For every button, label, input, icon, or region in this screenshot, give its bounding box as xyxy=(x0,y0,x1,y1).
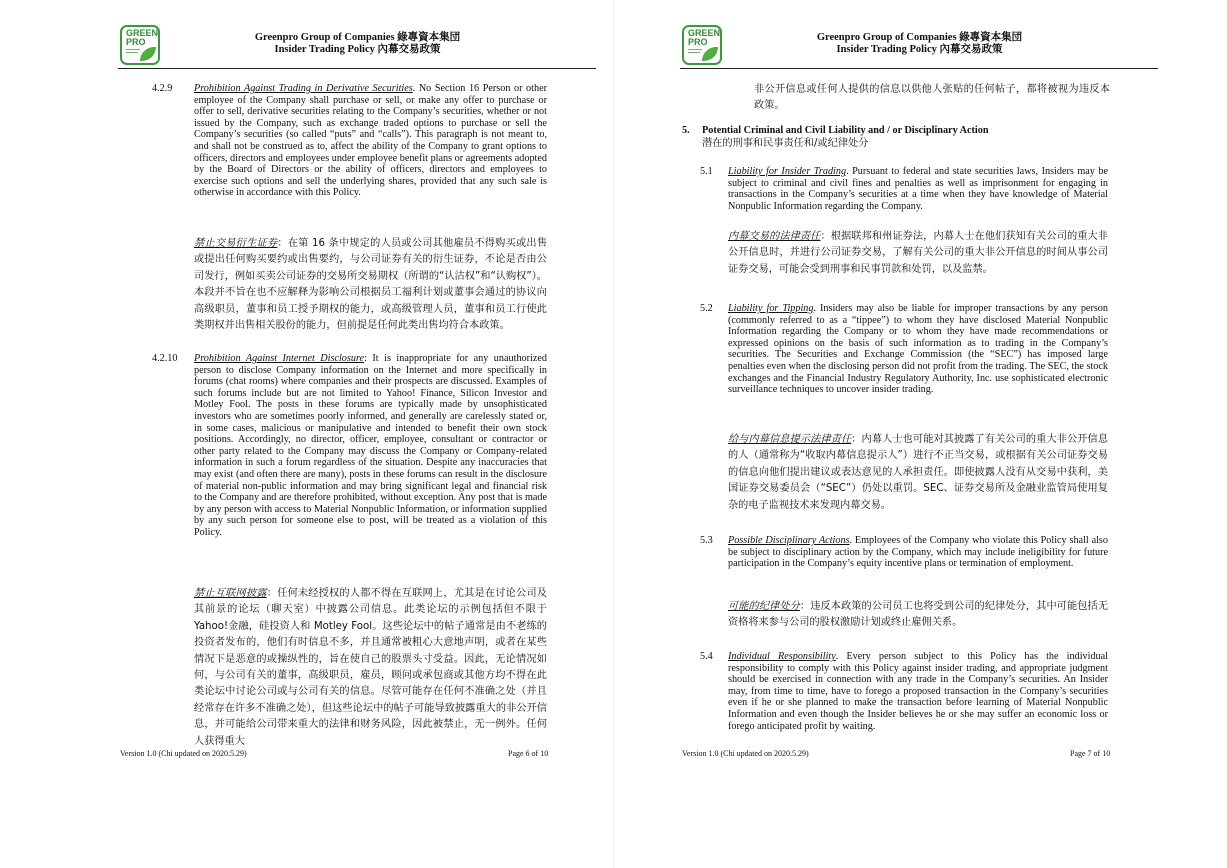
page-header xyxy=(120,32,595,56)
section-number: 5.3 xyxy=(700,535,713,546)
section-title-cn: 给与内幕信息提示法律责任 xyxy=(728,434,852,445)
section-title: Liability for Insider Trading xyxy=(728,166,847,177)
section-number: 5.4 xyxy=(700,651,713,662)
section-text-en xyxy=(728,303,1108,396)
section-heading: Potential Criminal and Civil Liability and / or Disciplinary Action xyxy=(702,125,989,136)
footer-version: Version 1.0 (Chi updated on 2020.5.29) xyxy=(682,749,809,758)
section-text-en xyxy=(728,651,1108,732)
header-title-line1: Greenpro Group of Companies 綠專資本集団 xyxy=(816,32,1023,43)
section-title: Possible Disciplinary Actions xyxy=(728,535,850,546)
section-body: . Employees of the Company who violate this Policy shall also be subject to disciplinary action by the Company, which may include ineligibility for future participation in the Company’s equity incentive plans or termination of employment. xyxy=(728,535,1108,570)
header-title-line2: Insider Trading Policy 內幕交易政策 xyxy=(836,44,1003,55)
header-rule xyxy=(118,68,596,69)
section-title-cn: 禁止交易衍生证券 xyxy=(194,238,278,249)
section-body-cn: ：任何未经授权的人都不得在互联网上，尤其是在讨论公司及其前景的论坛（聊天室）中披露公司信息。此类论坛的示例包括但不限于 Yahoo!金融，硅投资人和 Motley Fool。这些论坛中的帖子通常是由不老练的投资者发布的，他们有时信息不多，并且通常被粗心大意地声明，或者在某些情况下是恶意的或操纵性的，旨在使自己的股票头寸受益。因此，无论情况如何，与公司有关的董事，高级职员，雇员，顾问或承包商或其他方均不得在此类论坛中讨论公司或与公司有关的信息。尽管可能存在任何不准确之处（并且经常存在许多不准确之处），但这些论坛中的帖子可能导致披露重大的非公开信息，并可能给公司带来重大的法律和财务风险，因此被禁止，无一例外。任何人获得重大 xyxy=(194,588,547,747)
section-number: 4.2.10 xyxy=(152,353,178,364)
section-text-en xyxy=(728,535,1108,570)
continued-paragraph-cn xyxy=(754,82,1110,115)
section-title: Liability for Tipping xyxy=(728,303,814,314)
section-5-2-chinese xyxy=(728,432,1108,514)
section-text-en xyxy=(194,83,547,199)
footer-page-number: Page 6 of 10 xyxy=(508,749,549,758)
logo-word-pro: PRO xyxy=(126,37,146,47)
section-title-cn: 禁止互联网披露 xyxy=(194,588,267,599)
section-number: 4.2.9 xyxy=(152,83,173,94)
page-header xyxy=(682,32,1157,56)
section-5-1-chinese xyxy=(728,229,1108,278)
section-body-cn: ：违反本政策的公司员工也将受到公司的纪律处分，其中可能包括无资格将来参与公司的股权激励计划或终止雇佣关系。 xyxy=(728,601,1109,629)
section-4-2-10-chinese xyxy=(194,586,547,750)
header-title-line2: Insider Trading Policy 內幕交易政策 xyxy=(274,44,441,55)
section-4-2-9-chinese xyxy=(194,236,547,334)
section-number: 5.2 xyxy=(700,303,713,314)
section-body: . No Section 16 Person or other employee of the Company shall purchase or sell, or make any offer to purchase or offer to sell, derivative securities relating to the Company’s securities, whether or not issued by the Company, such as exchange traded options to purchase or sell the Company’s securities (so called “puts” and “calls”). This paragraph is not meant to, and shall not be construed as to, affect the ability of the Company to grant options to officers, directors and employees under employee benefit plans or agreements adopted by the Board of Directors or the ability of officers, directors and employees to exercise such options and sell the underlying shares, provided that any such sale is otherwise in accordance with this Policy. xyxy=(194,83,547,199)
logo-word-green: GREEN xyxy=(126,28,159,38)
section-body-cn: ：根据联邦和州证券法，内幕人士在他们获知有关公司的重大非公开信息时，并进行公司证券交易，了解有关公司的重大非公开信息的时间从事公司证券交易，可能会受到刑事和民事罚款和处罚，以及监禁。 xyxy=(728,231,1108,275)
section-body: : It is inappropriate for any unauthorized person to disclose Company information on the Internet and more specifically in forums (chat rooms) where companies and their prospects are discussed. Examples of such forums include but are not limited to Yahoo! Finance, Silicon Investor and Motley Fool. The posts in these forums are typically made by unsophisticated investors who are sometimes poorly informed, and generally are carelessly stated or, in some cases, malicious or manipulative and intended to benefit their own stock positions. Accordingly, no director, officer, employee, consultant or contractor or other party related to the Company may discuss the Company or Company-related information in such a forum regardless of the situation. Despite any inaccuracies that may exist (and often there are many), posts in these forums can result in the disclosure of material non-public information and may bring significant legal and financial risk to the Company and are therefore prohibited, without exception. Any post that is made by any person with access to Material Nonpublic Information, or information supplied by any such person for someone else to post, will be treated as a violation of this Policy. xyxy=(194,353,547,538)
logo-word-pro: PRO xyxy=(688,37,708,47)
section-5-3-chinese xyxy=(728,599,1108,632)
footer-version: Version 1.0 (Chi updated on 2020.5.29) xyxy=(120,749,247,758)
logo-word-green: GREEN xyxy=(688,28,721,38)
section-text-en xyxy=(728,166,1108,212)
document-page-6 xyxy=(0,0,613,868)
header-rule xyxy=(680,68,1158,69)
section-title: Individual Responsibility xyxy=(728,651,836,662)
section-body: . Every person subject to this Policy has the individual responsibility to comply with this Policy against insider trading, and appropriate judgment should be exercised in connection with any trade in the Company’s securities. An Insider may, from time to time, have to forego a proposed transaction in the Company’s securities even if he or she planned to make the transaction before learning of Material Nonpublic Information and even though the Insider believes he or she may suffer an economic loss or forego anticipated profit by waiting. xyxy=(728,651,1108,732)
section-title: Prohibition Against Internet Disclosure xyxy=(194,353,365,364)
document-page-7 xyxy=(614,0,1227,868)
section-number: 5. xyxy=(682,125,690,136)
continued-text: 非公开信息或任何人提供的信息以供他人张贴的任何帖子，都将被视为违反本政策。 xyxy=(754,84,1110,112)
section-body: . Insiders may also be liable for improper transactions by any person (commonly referred to as a “tippee”) to whom they have disclosed Material Nonpublic Information regarding the Company or to whom they have made recommendations or expressed opinions on the basis of such information as to trading in the Company’s securities. The Securities and Exchange Commission (the “SEC”) has imposed large penalties even when the disclosing person did not profit from the trading. The SEC, the stock exchanges and the Financial Industry Regulatory Authority, Inc. use sophisticated electronic surveillance techniques to uncover insider trading. xyxy=(728,303,1108,396)
section-heading-cn: 潜在的刑事和民事责任和/或纪律处分 xyxy=(702,138,869,149)
section-title-cn: 内幕交易的法律责任 xyxy=(728,231,821,242)
section-number: 5.1 xyxy=(700,166,713,177)
section-title-cn: 可能的纪律处分 xyxy=(728,601,800,612)
section-body: . Pursuant to federal and state securities laws, Insiders may be subject to criminal and civil fines and penalties as well as imprisonment for engaging in transactions in the Company’s securities at a time when they have knowledge of Material Nonpublic Information regarding the Company. xyxy=(728,166,1108,212)
header-title-line1: Greenpro Group of Companies 綠專資本集団 xyxy=(254,32,461,43)
footer-page-number: Page 7 of 10 xyxy=(1070,749,1111,758)
section-body-cn: ：在第 16 条中规定的人员或公司其他雇员不得购买或出售或提出任何购买要约或出售要约，与公司证券有关的衍生证券，不论是否由公司发行，例如买卖公司证券的交易所交易期权（所谓的“认沽权”和“认购权”）。本段并不旨在也不应解释为影响公司根据员工福利计划或董事会通过的协议向高级职员，董事和员工授予期权的能力，或高级管理人员，董事和员工行使此类期权并出售相关股份的能力，但前提是任何此类出售均符合本政策。 xyxy=(194,238,548,332)
section-body-cn: ：内幕人士也可能对其披露了有关公司的重大非公开信息的人（通常称为“收取内幕信息提示人”）进行不正当交易，或根据有关公司证券交易的信息向他们提出建议或表达意见的人承担责任。即使披露人没有从交易中获利，美国证券交易委员会（“SEC”）仍处以重罚。SEC、证券交易所及金融业监管局使用复杂的电子监视技术来发现内幕交易。 xyxy=(728,434,1109,511)
section-text-en xyxy=(194,353,547,539)
section-title: Prohibition Against Trading in Derivative Securities xyxy=(194,83,413,94)
